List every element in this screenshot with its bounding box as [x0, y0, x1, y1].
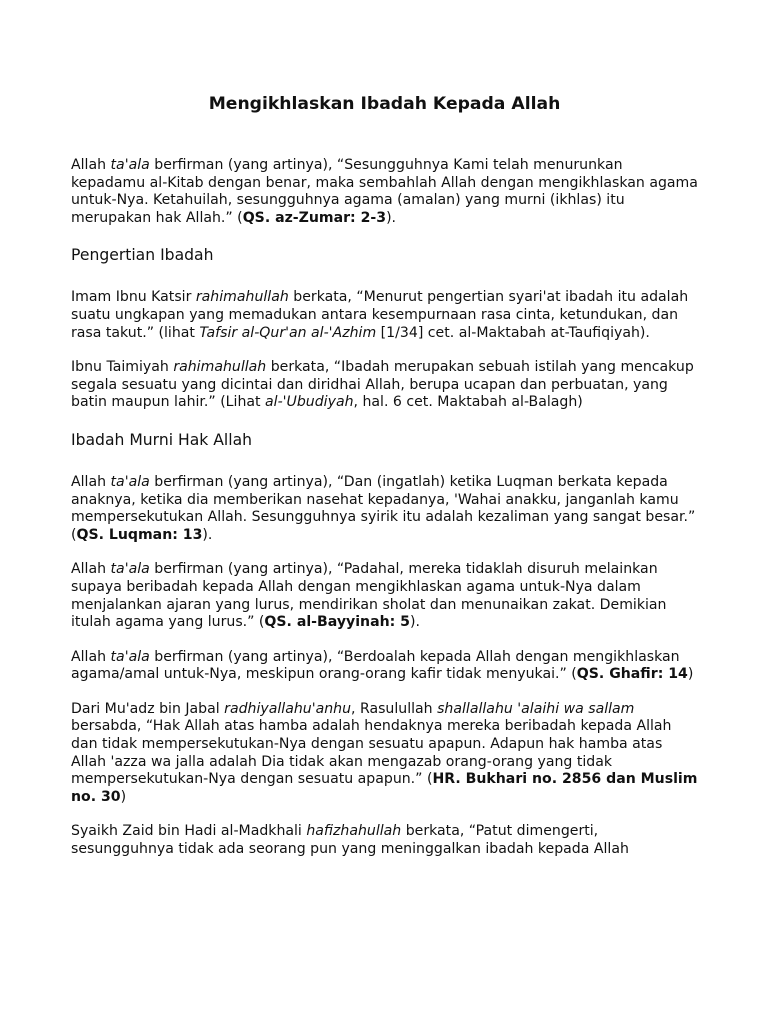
italic-term: radhiyallahu'anhu: [224, 700, 351, 717]
paragraph-ibnu-taimiyah: [71, 359, 698, 412]
text: Allah: [71, 648, 111, 665]
italic-term: ta'ala: [110, 473, 150, 490]
quran-reference: QS. Luqman: 13: [76, 526, 203, 543]
paragraph-bayyinah: [71, 561, 698, 631]
book-title: Tafsir al-Qur'an al-'Azhim: [199, 324, 377, 341]
text: , hal. 6 cet. Maktabah al-Balagh): [353, 394, 583, 411]
italic-term: ta'ala: [110, 157, 150, 173]
text: berfirman (yang artinya), “Sesungguhnya Kami telah menurunkan kepadamu al-Kitab dengan benar, maka sembahlah Allah dengan mengikhlaskan agama untuk-Nya. Ketahuilah, sesungguhnya agama (amalan) yang murni (ikhlas) itu merupakan hak Allah.” (: [71, 157, 698, 226]
text: Ibnu Taimiyah: [71, 359, 174, 376]
paragraph-muadz-hadith: [71, 701, 698, 807]
text: [1/34] cet. al-Maktabah at-Taufiqiyah).: [376, 324, 650, 341]
text: Imam Ibnu Katsir: [71, 289, 196, 306]
italic-term: rahimahullah: [195, 289, 289, 306]
text: berfirman (yang artinya), “Padahal, mereka tidaklah disuruh melainkan supaya beribadah kepada Allah dengan mengikhlaskan agama untuk-Nya dalam menjalankan ajaran yang lurus, mendirikan sholat dan menunaikan zakat. Demikian itulah agama yang lurus.” (: [71, 561, 667, 631]
paragraph-ghafir: [71, 649, 698, 684]
text: ): [120, 788, 127, 805]
quran-reference: QS. az-Zumar: 2-3: [242, 209, 387, 226]
hadith-reference: HR. Bukhari no. 2856 dan Muslim no. 30: [71, 771, 698, 805]
text: Dari Mu'adz bin Jabal: [71, 700, 225, 717]
paragraph-luqman: [71, 474, 698, 544]
text: berfirman (yang artinya), “Dan (ingatlah) ketika Luqman berkata kepada anaknya, ketika dia memberikan nasehat kepadanya, 'Wahai anakku, janganlah kamu mempersekutukan Allah. Sesungguhnya syirik itu adalah kezaliman yang sangat besar.” (: [71, 473, 696, 543]
text: bersabda, “Hak Allah atas hamba adalah hendaknya mereka beribadah kepada Allah dan tidak mempersekutukan-Nya dengan sesuatu apapun. Adapun hak hamba atas Allah 'azza wa jalla adalah Dia tidak akan mengazab orang-orang yang tidak mempersekutukan-Nya dengan sesuatu apapun.” (: [71, 718, 672, 788]
text: , Rasulullah: [351, 700, 438, 717]
text: ).: [202, 526, 213, 543]
text: ): [687, 666, 694, 683]
intro-paragraph: [71, 157, 698, 227]
text: berkata, “Menurut pengertian syari'at ibadah itu adalah suatu ungkapan yang memadukan antara kesempurnaan rasa cinta, ketundukan, dan rasa takut.” (lihat: [71, 289, 689, 341]
text: berkata, “Ibadah merupakan sebuah istilah yang mencakup segala sesuatu yang dicintai dan diridhai Allah, berupa ucapan dan perbuatan, yang batin maupun lahir.” (Lihat: [71, 359, 694, 411]
quran-reference: QS. Ghafir: 14: [576, 666, 688, 683]
italic-term: rahimahullah: [173, 359, 267, 376]
text: Allah: [71, 561, 111, 578]
text: berkata, “Patut dimengerti, sesungguhnya tidak ada seorang pun yang meninggalkan ibadah kepada Allah: [71, 823, 629, 858]
text: ).: [409, 614, 420, 631]
italic-term: hafizhahullah: [306, 823, 402, 840]
italic-term: shallallahu 'alaihi wa sallam: [437, 700, 635, 717]
section-heading-ibadah-murni: Ibadah Murni Hak Allah: [71, 430, 253, 449]
paragraph-syaikh-zaid: [71, 823, 698, 858]
text: Allah: [71, 157, 111, 173]
quran-reference: QS. al-Bayyinah: 5: [264, 614, 410, 631]
text: berfirman (yang artinya), “Berdoalah kepada Allah dengan mengikhlaskan agama/amal untuk-Nya, meskipun orang-orang kafir tidak menyukai.” (: [71, 648, 680, 683]
italic-term: ta'ala: [110, 561, 150, 578]
section-heading-pengertian: Pengertian Ibadah: [71, 246, 214, 265]
book-title: al-'Ubudiyah: [265, 394, 354, 411]
text: Allah: [71, 473, 111, 490]
document-title: Mengikhlaskan Ibadah Kepada Allah: [208, 94, 561, 114]
italic-term: ta'ala: [110, 648, 150, 665]
text: Syaikh Zaid bin Hadi al-Madkhali: [71, 823, 307, 840]
paragraph-ibnu-katsir: [71, 289, 698, 342]
text: ).: [386, 209, 397, 226]
